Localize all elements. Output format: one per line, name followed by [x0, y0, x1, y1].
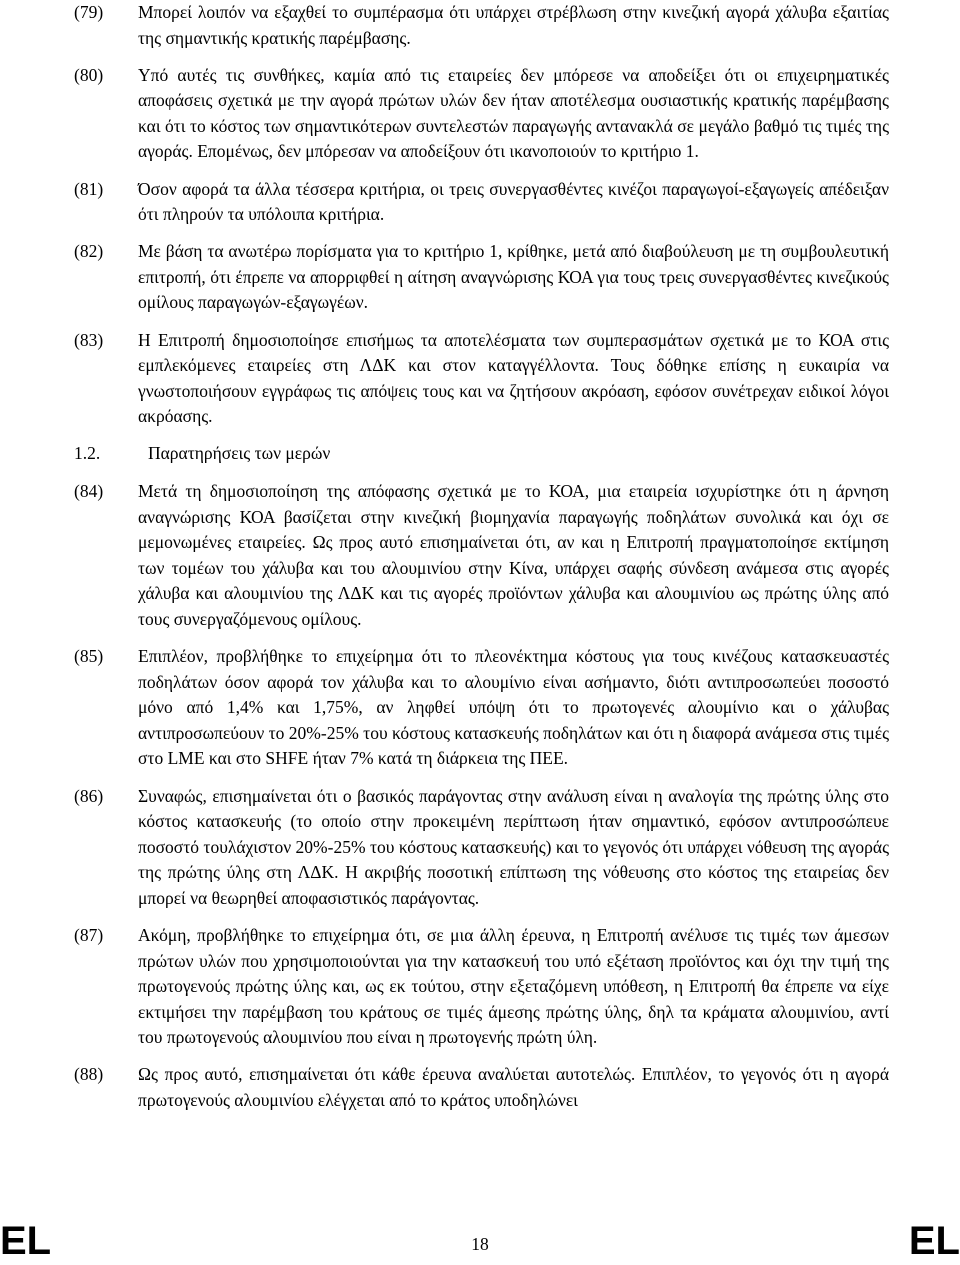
paragraph-number: (79): [74, 2, 104, 22]
paragraph-number: (85): [74, 646, 104, 667]
paragraph-number: (86): [74, 785, 104, 806]
document-body: [74, 0, 889, 1125]
language-code-right: EL: [908, 1219, 960, 1263]
section-title: Παρατηρήσεις των μερών: [148, 443, 331, 464]
paragraph-group-1: [74, 0, 889, 430]
paragraph-number: (81): [74, 178, 104, 199]
page-number: 18: [471, 1234, 489, 1254]
numbered-paragraph: [74, 239, 889, 316]
paragraph-text: Υπό αυτές τις συνθήκες, καμία από τις εταιρείες δεν μπόρεσε να αποδείξει ότι οι επιχειρηματικές αποφάσεις σχετικά με την αγορά πρώτων υλών δεν ήταν αποτέλεσμα ουσιαστικής κρατικής παρέμβασης και ότι το κόστος των σημαντικότερων συντελεστών παραγωγής αντανακλά σε μεγάλο βαθμό τις τιμές της αγοράς. Επομένως, δεν μπόρεσαν να αποδείξουν ότι ικανοποιούν το κριτήριο 1.: [138, 64, 889, 162]
paragraph-text: Όσον αφορά τα άλλα τέσσερα κριτήρια, οι τρεις συνεργασθέντες κινέζοι παραγωγοί-εξαγωγείς απέδειξαν ότι πληρούν τα υπόλοιπα κριτήρια.: [138, 178, 889, 225]
numbered-paragraph: [74, 177, 889, 228]
numbered-paragraph: [74, 923, 889, 1051]
section-number: 1.2.: [74, 443, 101, 464]
section-heading: [74, 441, 889, 467]
paragraph-text: Ακόμη, προβλήθηκε το επιχείρημα ότι, σε μια άλλη έρευνα, η Επιτροπή ανέλυσε τις τιμές των άμεσων πρώτων υλών που χρησιμοποιούνται για την κατασκευή του υπό εξέταση προϊόντος και όχι την τιμή της πρωτογενούς πρώτης ύλης και, ως εκ τούτου, στην εξεταζόμενη υπόθεση, η Επιτροπή θα έπρεπε να είχε εκτιμήσει την παρέμβαση του κράτους σε τιμές άμεσης πρώτης ύλης, δηλ τα κράματα αλουμινίου, αντί του πρωτογενούς αλουμινίου που είναι η πρωτογενής πρώτη ύλη.: [138, 925, 889, 1048]
paragraph-number: (80): [74, 64, 104, 85]
paragraph-number: (83): [74, 329, 104, 350]
paragraph-text: Μετά τη δημοσιοποίηση της απόφασης σχετικά με το ΚΟΑ, μια εταιρεία ισχυρίστηκε ότι η άρνηση αναγνώρισης ΚΟΑ βασίζεται στην κινεζική βιομηχανία παραγωγής ποδηλάτων συνολικά και όχι σε μεμονωμένες εταιρείες. Ως προς αυτό επισημαίνεται ότι, αν και η Επιτροπή πραγματοποίησε εκτίμηση των τομέων του χάλυβα και του αλουμινίου στην Κίνα, υπάρχει σαφής σύνδεση ανάμεσα στις αγορές χάλυβα και αλουμινίου της ΛΔΚ και τις αγορές προϊόντων χάλυβα και αλουμινίου ως πρώτης ύλης από τους συνεργαζόμενους ομίλους.: [138, 481, 889, 629]
numbered-paragraph: [74, 784, 889, 912]
paragraph-text: Συναφώς, επισημαίνεται ότι ο βασικός παράγοντας στην ανάλυση είναι η αναλογία της πρώτης ύλης στο κόστος κατασκευής (το οποίο στην προκειμένη περίπτωση ήταν σημαντικό, εφόσον αντιπροσώπευε ποσοστό τουλάχιστον 20%-25% του κόστους κατασκευής) και το γεγονός ότι υπάρχει νόθευση της αγοράς της πρώτης ύλης στη ΛΔΚ. Η ακριβής ποσοτική επίπτωση της νόθευσης στο κόστος της εταιρείας δεν μπορεί να θεωρηθεί αποφασιστικός παράγοντας.: [138, 785, 889, 908]
paragraph-number: (88): [74, 1064, 104, 1085]
numbered-paragraph: [74, 1062, 889, 1113]
numbered-paragraph: [74, 63, 889, 165]
numbered-paragraph: [74, 479, 889, 633]
paragraph-text: Επιπλέον, προβλήθηκε το επιχείρημα ότι το πλεονέκτημα κόστους για τους κινέζους κατασκευαστές ποδηλάτων όσον αφορά τον χάλυβα και το αλουμίνιο είναι ασήμαντο, διότι αντιπροσωπεύει ποσοστό μόνο από 1,4% και 1,75%, αν ληφθεί υπόψη ότι το πρωτογενές αλουμίνιο και ο χάλυβας αντιπροσωπεύουν το 20%-25% του κόστους κατασκευής ποδηλάτων και ότι η διαφορά ανάμεσα στις τιμές στο LME και στο SHFE ήταν 7% κατά τη διάρκεια της ΠΕΕ.: [138, 646, 889, 769]
paragraph-number: (82): [74, 241, 104, 262]
paragraph-group-2: [74, 479, 889, 1114]
paragraph-text: Μπορεί λοιπόν να εξαχθεί το συμπέρασμα ότι υπάρχει στρέβλωση στην κινεζική αγορά χάλυβα εξαιτίας της σημαντικής κρατικής παρέμβασης.: [138, 2, 889, 48]
paragraph-text: Με βάση τα ανωτέρω πορίσματα για το κριτήριο 1, κρίθηκε, μετά από διαβούλευση με τη συμβουλευτική επιτροπή, ότι έπρεπε να απορριφθεί η αίτηση αναγνώρισης ΚΟΑ για τους τρεις συνεργασθέντες κινεζικούς ομίλους παραγωγών-εξαγωγέων.: [138, 241, 889, 313]
paragraph-number: (84): [74, 481, 104, 501]
language-code-left: EL: [0, 1219, 52, 1263]
numbered-paragraph: [74, 0, 889, 51]
paragraph-number: (87): [74, 925, 104, 945]
numbered-paragraph: [74, 644, 889, 772]
paragraph-text: Ως προς αυτό, επισημαίνεται ότι κάθε έρευνα αναλύεται αυτοτελώς. Επιπλέον, το γεγονός ότι η αγορά πρωτογενούς αλουμινίου ελέγχεται από το κράτος υποδηλώνει: [138, 1064, 889, 1111]
paragraph-text: Η Επιτροπή δημοσιοποίησε επισήμως τα αποτελέσματα των συμπερασμάτων σχετικά με το ΚΟΑ στις εμπλεκόμενες εταιρείες στη ΛΔΚ και στον καταγγέλλοντα. Τους δόθηκε επίσης η ευκαιρία να γνωστοποιήσουν εγγράφως τις απόψεις τους και να ζητήσουν ακρόαση, εφόσον συνέτρεχαν ειδικοί λόγοι ακρόασης.: [138, 329, 889, 427]
numbered-paragraph: [74, 328, 889, 430]
